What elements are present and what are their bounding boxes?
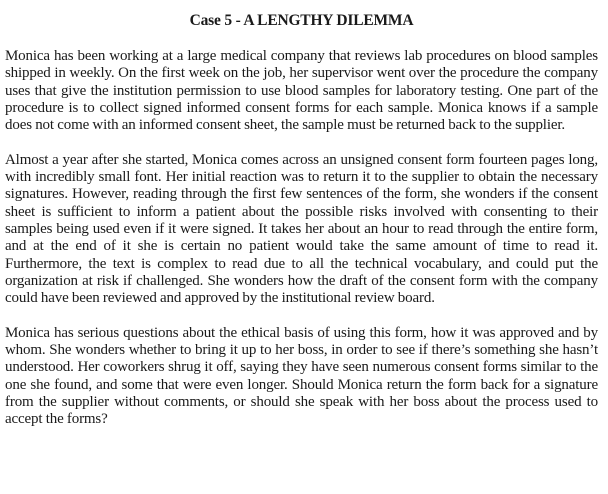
paragraph-dilemma: Almost a year after she started, Monica comes across an unsigned consent form fourteen pages long, with incredibly small font. Her initial reaction was to return it to the supplier to obtain the necessary signatures. However, reading through the first few sentences of the form, she wonders if the consent sheet is sufficient to inform a patient about the possible risks involved with consenting to their samples being used even if it were signed. It takes her about an hour to read through the entire form, and at the end of it she is certain no patient would take the same amount of time to read it. Furthermore, the text is complex to read due to all the technical vocabulary, and could put the organization at risk if challenged. She wonders how the draft of the consent form with the company could have been reviewed and approved by the institutional review board. bbox=[5, 151, 598, 307]
case-title: Case 5 - A LENGTHY DILEMMA bbox=[189, 12, 414, 29]
paragraph-intro: Monica has been working at a large medical company that reviews lab procedures on blood samples shipped in weekly. On the first week on the job, her supervisor went over the procedure the company uses that give the institution permission to use blood samples for laboratory testing. One part of the procedure is to collect signed informed consent forms for each sample. Monica knows if a sample does not come with an informed consent sheet, the sample must be returned back to the supplier. bbox=[5, 48, 598, 134]
paragraph-question: Monica has serious questions about the ethical basis of using this form, how it was approved and by whom. She wonders whether to bring it up to her boss, in order to see if there’s something she hasn’t understood. Her coworkers shrug it off, saying they have seen numerous consent forms similar to the one she found, and some that were even longer. Should Monica return the form back for a signature from the supplier without comments, or should she speak with her boss about the process used to accept the forms? bbox=[5, 324, 598, 428]
